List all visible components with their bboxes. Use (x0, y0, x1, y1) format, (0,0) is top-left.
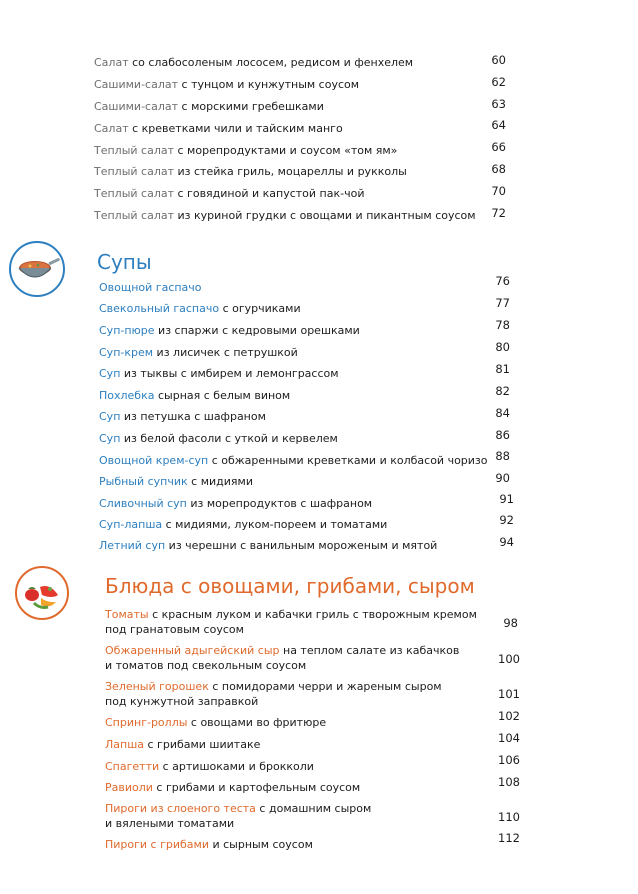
entry-text: с помидорами черри и жареным сыром (208, 680, 442, 693)
page-number: 84 (495, 406, 510, 420)
page-number: 77 (495, 296, 510, 310)
soup-entry[interactable] (99, 474, 253, 489)
entry-text: на теплом салате из кабачков (279, 644, 460, 657)
soup-entry[interactable] (99, 431, 338, 446)
entry-lead: Обжаренный адыгейский сыр (105, 644, 280, 657)
entry-lead: Теплый салат (94, 165, 175, 178)
entry-text-line2: и томатов под свекольным соусом (105, 659, 307, 672)
vegetables-icon (14, 565, 70, 625)
veg-entry[interactable] (105, 679, 442, 709)
entry-lead: Суп (99, 410, 121, 423)
entry-text: с мидиями (187, 475, 253, 488)
entry-text: из черешни с ванильным мороженым и мятой (165, 539, 438, 552)
page-number: 60 (491, 53, 506, 67)
entry-lead: Летний суп (99, 539, 166, 552)
salad-entry[interactable] (94, 77, 359, 92)
entry-text-line2: под гранатовым соусом (105, 623, 244, 636)
veg-entry[interactable] (105, 643, 459, 673)
salad-entry[interactable] (94, 99, 324, 114)
page-number: 76 (495, 274, 510, 288)
entry-lead: Сашими-салат (94, 78, 179, 91)
entry-text: из куриной грудки с овощами и пикантным соусом (174, 209, 476, 222)
entry-text: из морепродуктов с шафраном (186, 497, 373, 510)
salad-entry[interactable] (94, 208, 476, 223)
entry-text: с артишоками и брокколи (159, 760, 314, 773)
entry-text: из спаржи с кедровыми орешками (154, 324, 360, 337)
entry-text: с грибами шиитаке (144, 738, 261, 751)
page-number: 98 (503, 616, 518, 630)
veg-entry[interactable] (105, 759, 314, 774)
entry-lead: Суп-крем (99, 346, 154, 359)
entry-lead: Равиоли (105, 781, 153, 794)
page-number: 94 (499, 535, 514, 549)
entry-text: с овощами во фритюре (187, 716, 327, 729)
entry-text: с креветками чили и тайским манго (128, 122, 343, 135)
entry-text: со слабосоленым лососем, редисом и фенхелем (128, 56, 414, 69)
page-number: 62 (491, 75, 506, 89)
entry-text: из стейка гриль, моцареллы и рукколы (174, 165, 407, 178)
soup-entry[interactable] (99, 388, 290, 403)
entry-text: с морепродуктами и соусом «том ям» (174, 144, 398, 157)
entry-text: и сырным соусом (208, 838, 313, 851)
page-number: 112 (498, 831, 520, 845)
entry-text: из тыквы с имбирем и лемонграссом (120, 367, 339, 380)
entry-lead: Пироги из слоеного теста (105, 802, 256, 815)
salad-entry[interactable] (94, 55, 413, 70)
entry-text-line2: и вялеными томатами (105, 817, 235, 830)
entry-lead: Лапша (105, 738, 145, 751)
page-number: 80 (495, 340, 510, 354)
entry-lead: Суп-пюре (99, 324, 155, 337)
soup-entry[interactable] (99, 345, 298, 360)
entry-text: с тунцом и кунжутным соусом (178, 78, 360, 91)
entry-lead: Салат (94, 56, 129, 69)
page-number: 102 (498, 709, 520, 723)
entry-lead: Суп-лапша (99, 518, 163, 531)
entry-text: с домашним сыром (255, 802, 372, 815)
entry-lead: Спринг-роллы (105, 716, 188, 729)
salad-entry[interactable] (94, 121, 343, 136)
page-number: 63 (491, 97, 506, 111)
page-number: 78 (495, 318, 510, 332)
entry-text: с мидиями, луком-пореем и томатами (162, 518, 388, 531)
soup-bowl-icon (8, 240, 66, 302)
entry-text: с говядиной и капустой пак-чой (174, 187, 365, 200)
entry-text: из лисичек с петрушкой (153, 346, 298, 359)
entry-text: с морскими гребешками (178, 100, 324, 113)
entry-lead: Суп (99, 432, 121, 445)
entry-lead: Суп (99, 367, 121, 380)
entry-lead: Теплый салат (94, 144, 175, 157)
entry-lead: Теплый салат (94, 187, 175, 200)
page-number: 72 (491, 206, 506, 220)
page-number: 68 (491, 162, 506, 176)
entry-text: сырная с белым вином (154, 389, 291, 402)
page-number: 104 (498, 731, 520, 745)
page-number: 110 (498, 810, 520, 824)
salad-entry[interactable] (94, 143, 397, 158)
salad-entry[interactable] (94, 186, 364, 201)
page-number: 64 (491, 118, 506, 132)
veg-entry[interactable] (105, 837, 313, 852)
page-number: 108 (498, 775, 520, 789)
page-number: 91 (499, 492, 514, 506)
entry-lead: Свекольный гаспачо (99, 302, 220, 315)
page-number: 81 (495, 362, 510, 376)
section-title-vegetables: Блюда с овощами, грибами, сыром (105, 574, 475, 598)
entry-lead: Спагетти (105, 760, 160, 773)
entry-lead: Рыбный супчик (99, 475, 188, 488)
entry-lead: Пироги с грибами (105, 838, 209, 851)
entry-text: из петушка с шафраном (120, 410, 266, 423)
section-title-soups: Супы (97, 250, 152, 274)
entry-lead: Овощной крем-суп (99, 454, 209, 467)
salad-entry[interactable] (94, 164, 407, 179)
soup-entry[interactable] (99, 366, 339, 381)
page-number: 92 (499, 513, 514, 527)
entry-lead: Зеленый горошек (105, 680, 209, 693)
soup-entry[interactable] (99, 409, 266, 424)
entry-lead: Салат (94, 122, 129, 135)
entry-text-line2: под кунжутной заправкой (105, 695, 259, 708)
veg-entry[interactable] (105, 801, 371, 831)
veg-entry[interactable] (105, 607, 477, 637)
page-number: 106 (498, 753, 520, 767)
soup-entry[interactable] (99, 280, 202, 295)
entry-text: с красным луком и кабачки гриль с творожным кремом (148, 608, 477, 621)
entry-text: с огурчиками (219, 302, 301, 315)
entry-lead: Похлебка (99, 389, 155, 402)
veg-entry[interactable] (105, 780, 360, 795)
soup-entry[interactable] (99, 496, 372, 511)
entry-lead: Томаты (105, 608, 149, 621)
entry-lead: Сливочный суп (99, 497, 187, 510)
page-number: 100 (498, 652, 520, 666)
veg-entry[interactable] (105, 737, 260, 752)
page-number: 66 (491, 140, 506, 154)
entry-text: с грибами и картофельным соусом (152, 781, 361, 794)
entry-lead: Овощной гаспачо (99, 281, 202, 294)
soup-entry[interactable] (99, 301, 301, 316)
page-number: 82 (495, 384, 510, 398)
soup-entry[interactable] (99, 453, 488, 468)
soup-entry[interactable] (99, 323, 360, 338)
soup-entry[interactable] (99, 538, 437, 553)
page-number: 86 (495, 428, 510, 442)
page-number: 101 (498, 687, 520, 701)
page-number: 90 (495, 471, 510, 485)
page-number: 70 (491, 184, 506, 198)
entry-text: с обжаренными креветками и колбасой чоризо (208, 454, 488, 467)
entry-lead: Теплый салат (94, 209, 175, 222)
entry-text: из белой фасоли с уткой и кервелем (120, 432, 338, 445)
entry-lead: Сашими-салат (94, 100, 179, 113)
page-number: 88 (495, 449, 510, 463)
soup-entry[interactable] (99, 517, 387, 532)
veg-entry[interactable] (105, 715, 326, 730)
